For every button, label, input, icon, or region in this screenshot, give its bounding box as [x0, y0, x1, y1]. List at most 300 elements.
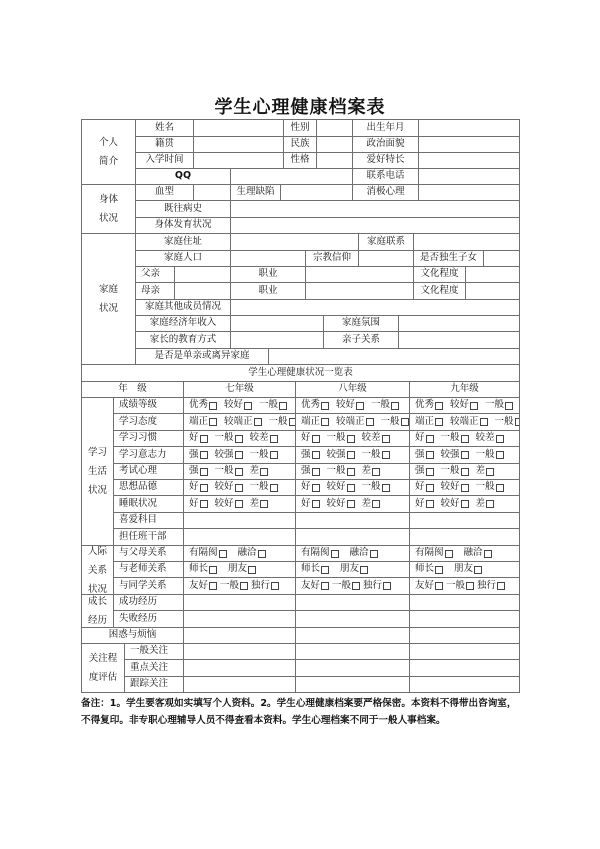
checkbox-option[interactable] — [189, 482, 211, 492]
checkbox-option[interactable] — [371, 400, 402, 410]
field-mother[interactable] — [174, 282, 231, 300]
checkbox-option[interactable] — [327, 433, 358, 443]
checkbox-option[interactable] — [228, 564, 259, 574]
checkbox[interactable] — [401, 418, 409, 426]
checkbox[interactable] — [209, 402, 217, 410]
option-label: 端正 — [301, 415, 321, 427]
checkbox[interactable] — [435, 566, 443, 574]
checkbox-option[interactable] — [415, 400, 446, 410]
checkbox[interactable] — [461, 468, 469, 476]
checkbox[interactable] — [474, 566, 482, 574]
label-history — [135, 200, 231, 218]
checkbox[interactable] — [372, 500, 380, 508]
checkbox[interactable] — [312, 484, 320, 492]
label-birth-label: 出生年月 — [366, 121, 405, 133]
label-mother — [135, 282, 175, 300]
field-native[interactable] — [193, 136, 284, 153]
checkbox-option[interactable] — [327, 450, 358, 460]
checkbox-option[interactable] — [332, 581, 363, 591]
checkbox-option[interactable] — [301, 564, 332, 574]
checkbox[interactable] — [248, 566, 256, 574]
label-only-child — [413, 250, 484, 267]
checkbox[interactable] — [209, 418, 217, 426]
checkbox[interactable] — [219, 550, 227, 558]
growth-field[interactable] — [183, 594, 296, 611]
checkbox[interactable] — [347, 484, 355, 492]
option-label: 师长 — [415, 563, 435, 575]
checkbox-option[interactable] — [415, 433, 437, 443]
checkbox-option[interactable] — [495, 417, 520, 427]
checkbox-option[interactable] — [215, 482, 246, 492]
checkbox[interactable] — [254, 418, 262, 426]
option-label: 融洽 — [463, 547, 483, 559]
troubles-field[interactable] — [183, 627, 296, 644]
option-label: 一般 — [249, 481, 269, 493]
attention-field[interactable] — [295, 659, 410, 677]
checkbox-option[interactable] — [189, 450, 211, 460]
label-troubles — [81, 627, 184, 644]
checkbox-option[interactable] — [446, 581, 477, 591]
option-label: 一般 — [475, 448, 495, 460]
checkbox-option[interactable] — [415, 548, 456, 558]
checkbox-option[interactable] — [415, 499, 437, 509]
checkbox-option[interactable] — [415, 417, 446, 427]
study-options — [295, 446, 410, 464]
field-others[interactable] — [230, 299, 520, 316]
study-field[interactable] — [183, 528, 296, 546]
field-birth[interactable] — [418, 119, 520, 137]
checkbox-option[interactable] — [441, 499, 472, 509]
checkbox-option[interactable] — [362, 482, 393, 492]
checkbox-option[interactable] — [301, 482, 323, 492]
checkbox[interactable] — [470, 402, 478, 410]
label-father-education-label: 文化程度 — [420, 268, 459, 280]
checkbox[interactable] — [270, 484, 278, 492]
label-single-parent — [135, 348, 269, 365]
checkbox-option[interactable] — [327, 482, 358, 492]
checkbox[interactable] — [391, 402, 399, 410]
label-religion-label: 宗教信仰 — [312, 252, 351, 264]
checkbox[interactable] — [515, 418, 520, 426]
checkbox-option[interactable] — [362, 433, 393, 443]
checkbox-option[interactable] — [485, 400, 516, 410]
checkbox[interactable] — [496, 451, 504, 459]
field-father-occupation[interactable] — [305, 266, 414, 283]
checkbox[interactable] — [321, 418, 329, 426]
checkbox-option[interactable] — [189, 400, 220, 410]
checkbox[interactable] — [347, 435, 355, 443]
field-character[interactable] — [316, 152, 353, 169]
checkbox-option[interactable] — [362, 466, 384, 476]
checkbox[interactable] — [360, 566, 368, 574]
study-options — [183, 446, 296, 464]
checkbox[interactable] — [466, 582, 474, 590]
checkbox-option[interactable] — [250, 433, 281, 443]
checkbox-option[interactable] — [450, 417, 491, 427]
checkbox[interactable] — [347, 468, 355, 476]
label-gender — [283, 119, 317, 137]
field-religion[interactable] — [358, 250, 414, 267]
field-population[interactable] — [230, 250, 306, 267]
checkbox[interactable] — [200, 500, 208, 508]
checkbox-option[interactable] — [259, 400, 290, 410]
troubles-field[interactable] — [295, 627, 410, 644]
checkbox[interactable] — [426, 451, 434, 459]
checkbox-option[interactable] — [189, 548, 230, 558]
checkbox-option[interactable] — [476, 466, 498, 476]
field-blood[interactable] — [193, 184, 231, 201]
label-character-label: 性格 — [290, 154, 310, 166]
checkbox[interactable] — [312, 500, 320, 508]
label-others — [135, 299, 231, 316]
checkbox[interactable] — [382, 484, 390, 492]
field-political[interactable] — [418, 136, 520, 153]
checkbox[interactable] — [426, 468, 434, 476]
checkbox-option[interactable] — [301, 466, 323, 476]
section-attention — [81, 643, 125, 693]
checkbox[interactable] — [461, 484, 469, 492]
label-mother-occupation-label: 职业 — [258, 284, 278, 296]
checkbox-option[interactable] — [381, 417, 410, 427]
checkbox[interactable] — [209, 582, 217, 590]
study-row-label — [113, 430, 184, 447]
checkbox[interactable] — [435, 402, 443, 410]
social-options — [409, 561, 520, 578]
study-options — [295, 479, 410, 496]
option-label: 一般 — [268, 415, 288, 427]
checkbox[interactable] — [356, 402, 364, 410]
study-field[interactable] — [409, 528, 520, 546]
checkbox[interactable] — [244, 402, 252, 410]
checkbox[interactable] — [505, 402, 513, 410]
option-label: 较好 — [326, 497, 346, 509]
checkbox[interactable] — [200, 468, 208, 476]
option-label: 好 — [415, 497, 425, 509]
checkbox[interactable] — [235, 435, 243, 443]
option-label: 师长 — [301, 563, 321, 575]
checkbox-option[interactable] — [336, 400, 367, 410]
checkbox-option[interactable] — [415, 564, 446, 574]
option-label: 较强 — [214, 448, 234, 460]
checkbox-option[interactable] — [477, 581, 508, 591]
label-development — [135, 217, 231, 234]
field-income[interactable] — [230, 315, 324, 332]
checkbox[interactable] — [235, 484, 243, 492]
checkbox[interactable] — [270, 435, 278, 443]
study-options — [183, 397, 296, 414]
section-label-line: 成长 — [87, 596, 107, 607]
checkbox[interactable] — [486, 500, 494, 508]
section-growth — [81, 594, 114, 628]
option-label: 较差 — [361, 432, 381, 444]
checkbox-option[interactable] — [415, 482, 437, 492]
checkbox[interactable] — [435, 418, 443, 426]
checkbox-option[interactable] — [454, 564, 485, 574]
checkbox-option[interactable] — [224, 400, 255, 410]
label-political — [352, 136, 419, 153]
checkbox[interactable] — [321, 582, 329, 590]
option-label: 独行 — [363, 579, 383, 591]
checkbox-option[interactable] — [301, 417, 332, 427]
checkbox[interactable] — [209, 566, 217, 574]
option-label: 好 — [301, 432, 311, 444]
checkbox[interactable] — [426, 500, 434, 508]
checkbox-option[interactable] — [441, 433, 472, 443]
label-troubles-label: 困惑与烦恼 — [108, 629, 157, 641]
checkbox-option[interactable] — [250, 482, 281, 492]
field-history[interactable] — [230, 200, 520, 218]
field-development[interactable] — [230, 217, 520, 234]
checkbox-option[interactable] — [301, 548, 342, 558]
checkbox-option[interactable] — [415, 466, 437, 476]
attention-field[interactable] — [183, 659, 296, 677]
growth-field[interactable] — [183, 610, 296, 628]
field-address[interactable] — [230, 233, 359, 251]
social-options — [295, 561, 410, 578]
checkbox-option[interactable] — [189, 499, 211, 509]
attention-field[interactable] — [295, 643, 410, 660]
checkbox[interactable] — [370, 550, 378, 558]
option-label: 好 — [301, 481, 311, 493]
checkbox[interactable] — [426, 435, 434, 443]
field-negative[interactable] — [418, 184, 520, 201]
option-label: 强 — [189, 465, 199, 477]
field-contact[interactable] — [413, 233, 520, 251]
checkbox[interactable] — [486, 468, 494, 476]
checkbox-option[interactable] — [250, 450, 281, 460]
study-field[interactable] — [295, 512, 410, 529]
checkbox[interactable] — [258, 550, 266, 558]
field-relation[interactable] — [398, 331, 520, 349]
checkbox-option[interactable] — [215, 433, 246, 443]
checkbox[interactable] — [200, 451, 208, 459]
checkbox-option[interactable] — [363, 581, 394, 591]
checkbox[interactable] — [461, 500, 469, 508]
checkbox[interactable] — [321, 566, 329, 574]
section-label-line: 度评估 — [88, 672, 118, 683]
checkbox[interactable] — [235, 451, 243, 459]
option-label: 较端正 — [224, 415, 253, 427]
checkbox-option[interactable] — [301, 400, 332, 410]
checkbox-option[interactable] — [189, 433, 211, 443]
checkbox-option[interactable] — [238, 548, 269, 558]
checkbox[interactable] — [484, 550, 492, 558]
option-label: 一般 — [249, 448, 269, 460]
attention-field[interactable] — [409, 659, 520, 677]
checkbox[interactable] — [383, 582, 391, 590]
growth-field[interactable] — [409, 610, 520, 628]
checkbox[interactable] — [347, 500, 355, 508]
checkbox[interactable] — [312, 468, 320, 476]
attention-row-label-label: 跟踪关注 — [130, 678, 169, 690]
option-label: 差 — [249, 497, 260, 509]
checkbox-option[interactable] — [250, 466, 272, 476]
checkbox[interactable] — [235, 500, 243, 508]
study-field[interactable] — [409, 512, 520, 529]
label-population-label: 家庭人口 — [163, 252, 202, 264]
growth-row-label — [113, 594, 184, 611]
study-row-label-label: 学习习惯 — [119, 432, 158, 444]
checkbox[interactable] — [445, 550, 453, 558]
field-father-education[interactable] — [465, 266, 520, 283]
field-gender[interactable] — [316, 119, 353, 137]
option-label: 较好 — [440, 497, 460, 509]
checkbox-option[interactable] — [450, 400, 481, 410]
checkbox-option[interactable] — [301, 450, 323, 460]
checkbox-option[interactable] — [301, 499, 323, 509]
checkbox-option[interactable] — [269, 417, 296, 427]
attention-field[interactable] — [183, 643, 296, 660]
section-label-line: 人际 — [87, 545, 107, 557]
checkbox[interactable] — [321, 402, 329, 410]
checkbox-option[interactable] — [476, 433, 507, 443]
label-income-label: 家庭经济年收入 — [149, 317, 217, 329]
checkbox[interactable] — [372, 468, 380, 476]
checkbox[interactable] — [496, 435, 504, 443]
checkbox[interactable] — [271, 582, 279, 590]
option-label: 较端正 — [336, 415, 365, 427]
checkbox-option[interactable] — [362, 450, 393, 460]
checkbox-option[interactable] — [189, 417, 220, 427]
field-single-parent[interactable] — [268, 348, 520, 365]
study-row-label — [113, 512, 184, 529]
checkbox-option[interactable] — [189, 466, 211, 476]
social-row-label — [113, 577, 184, 595]
checkbox-option[interactable] — [350, 548, 381, 558]
attention-row-label-label: 重点关注 — [130, 661, 169, 673]
study-options — [409, 495, 520, 513]
study-row-label-label: 睡眠状况 — [119, 497, 158, 509]
checkbox[interactable] — [331, 550, 339, 558]
checkbox-option[interactable] — [215, 466, 246, 476]
field-ethnicity[interactable] — [316, 136, 353, 153]
checkbox[interactable] — [312, 435, 320, 443]
study-row-label-label: 担任班干部 — [119, 530, 167, 542]
checkbox-option[interactable] — [327, 499, 358, 509]
checkbox[interactable] — [461, 435, 469, 443]
label-qq — [135, 168, 231, 185]
checkbox-option[interactable] — [336, 417, 377, 427]
checkbox[interactable] — [480, 418, 488, 426]
field-enroll[interactable] — [193, 152, 284, 169]
field-atmosphere[interactable] — [398, 315, 520, 332]
checkbox-option[interactable] — [251, 581, 282, 591]
growth-field[interactable] — [409, 594, 520, 611]
attention-field[interactable] — [409, 643, 520, 660]
checkbox[interactable] — [270, 451, 278, 459]
study-row-label-label: 考试心理 — [119, 465, 158, 477]
field-mother-education[interactable] — [465, 282, 520, 300]
checkbox-option[interactable] — [441, 466, 472, 476]
option-label: 较差 — [475, 432, 495, 444]
attention-field[interactable] — [183, 676, 296, 693]
checkbox[interactable] — [366, 418, 374, 426]
field-mother-occupation[interactable] — [305, 282, 414, 300]
social-options — [295, 545, 410, 562]
checkbox-option[interactable] — [224, 417, 265, 427]
checkbox-option[interactable] — [189, 564, 220, 574]
section-label-line: 关系 — [87, 564, 107, 576]
attention-field[interactable] — [409, 676, 520, 693]
checkbox[interactable] — [235, 468, 243, 476]
attention-row-label — [124, 643, 184, 660]
field-qq[interactable] — [230, 168, 353, 185]
study-field[interactable] — [183, 512, 296, 529]
label-mother-occupation — [230, 282, 306, 300]
option-label: 一般 — [380, 415, 400, 427]
checkbox-option[interactable] — [220, 581, 251, 591]
checkbox[interactable] — [382, 435, 390, 443]
field-phone[interactable] — [418, 168, 520, 185]
growth-field[interactable] — [295, 594, 410, 611]
section-label-line: 状况 — [98, 213, 118, 224]
social-options — [409, 577, 520, 595]
checkbox-option[interactable] — [441, 450, 472, 460]
checkbox-option[interactable] — [476, 450, 507, 460]
checkbox-option[interactable] — [340, 564, 371, 574]
checkbox[interactable] — [497, 582, 505, 590]
checkbox-option[interactable] — [215, 450, 246, 460]
field-hobby[interactable] — [418, 152, 520, 169]
checkbox[interactable] — [496, 484, 504, 492]
field-only-child[interactable] — [483, 250, 520, 267]
checkbox[interactable] — [347, 451, 355, 459]
checkbox[interactable] — [461, 451, 469, 459]
checkbox-option[interactable] — [441, 482, 472, 492]
checkbox-option[interactable] — [415, 450, 437, 460]
attention-field[interactable] — [295, 676, 410, 693]
field-defect[interactable] — [280, 184, 353, 201]
checkbox-option[interactable] — [215, 499, 246, 509]
troubles-field[interactable] — [409, 627, 520, 644]
checkbox[interactable] — [240, 582, 248, 590]
field-name[interactable] — [193, 119, 284, 137]
checkbox-option[interactable] — [327, 466, 358, 476]
checkbox-option[interactable] — [464, 548, 495, 558]
checkbox-option[interactable] — [362, 499, 384, 509]
checkbox-option[interactable] — [415, 581, 446, 591]
checkbox-option[interactable] — [301, 433, 323, 443]
checkbox-option[interactable] — [476, 482, 507, 492]
study-options — [183, 479, 296, 496]
growth-field[interactable] — [295, 610, 410, 628]
checkbox[interactable] — [426, 484, 434, 492]
checkbox[interactable] — [260, 500, 268, 508]
label-others-label: 家庭其他成员情况 — [144, 301, 221, 313]
checkbox-option[interactable] — [250, 499, 272, 509]
label-qq-label: QQ — [174, 170, 192, 182]
label-enroll — [135, 152, 194, 169]
checkbox[interactable] — [200, 435, 208, 443]
checkbox[interactable] — [279, 402, 287, 410]
study-field[interactable] — [295, 528, 410, 546]
checkbox[interactable] — [312, 451, 320, 459]
checkbox-option[interactable] — [301, 581, 332, 591]
option-label: 好 — [415, 432, 425, 444]
checkbox-option[interactable] — [476, 499, 498, 509]
checkbox[interactable] — [382, 451, 390, 459]
field-parenting[interactable] — [230, 331, 324, 349]
study-row-label — [113, 479, 184, 496]
checkbox[interactable] — [435, 582, 443, 590]
checkbox[interactable] — [260, 468, 268, 476]
field-father[interactable] — [174, 266, 231, 283]
checkbox-option[interactable] — [189, 581, 220, 591]
checkbox[interactable] — [200, 484, 208, 492]
checkbox[interactable] — [352, 582, 360, 590]
option-label: 较好 — [224, 399, 244, 411]
option-label: 独行 — [477, 579, 497, 591]
